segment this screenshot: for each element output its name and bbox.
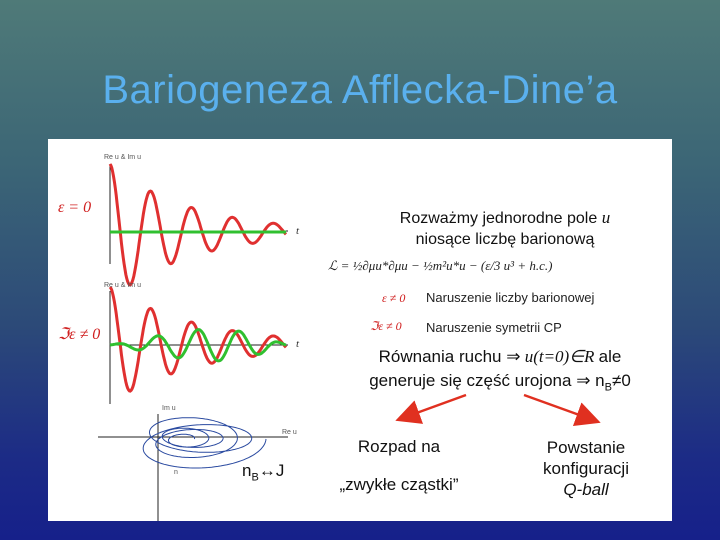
mid-t-label: t bbox=[296, 338, 300, 350]
eps-zero-label: ε = 0 bbox=[58, 199, 92, 216]
decay-line1: Rozpad na bbox=[357, 437, 441, 456]
mid-plot-red-curve bbox=[110, 287, 286, 391]
mid-axis-label: Re u & Im u bbox=[104, 282, 141, 289]
phase-im-label: Im u bbox=[162, 405, 176, 412]
nb-j-relation: $n_B\leftrightarrow J$ bbox=[242, 461, 285, 484]
content-panel bbox=[48, 139, 672, 521]
slide-title: Bariogeneza Afflecka-Dine’a bbox=[102, 68, 618, 112]
violation1-text: Naruszenie liczby barionowej bbox=[426, 290, 595, 305]
cond2-label: ℑε ≠ 0 bbox=[370, 319, 402, 333]
phase-small-label: n bbox=[174, 469, 178, 476]
qball-formation: Powstanie konfiguracji Q-ball bbox=[543, 438, 629, 499]
equation-of-motion: Równania ruchu ⇒ u(t=0)∈R ale generuje się część urojona ⇒ $n_B\ne 0$ bbox=[369, 347, 631, 394]
top-t-label: t bbox=[296, 225, 300, 237]
field-description: Rozważmy jednorodne pole u niosące liczbę barionową bbox=[399, 208, 611, 248]
violation2-text: Naruszenie symetrii CP bbox=[426, 320, 562, 335]
decay-line2: „zwykłe cząstki” bbox=[339, 475, 459, 494]
im-eps-label: ℑε ≠ 0 bbox=[58, 326, 101, 343]
top-axis-label: Re u & Im u bbox=[104, 154, 141, 161]
cond1-label: ε ≠ 0 bbox=[382, 291, 406, 305]
phase-re-label: Re u bbox=[282, 429, 297, 436]
top-plot-red-curve bbox=[110, 164, 286, 285]
lagrangian: ℒ = ½∂μu*∂μu − ½m²u*u − (ε/3 u³ + h.c.) bbox=[328, 258, 553, 273]
